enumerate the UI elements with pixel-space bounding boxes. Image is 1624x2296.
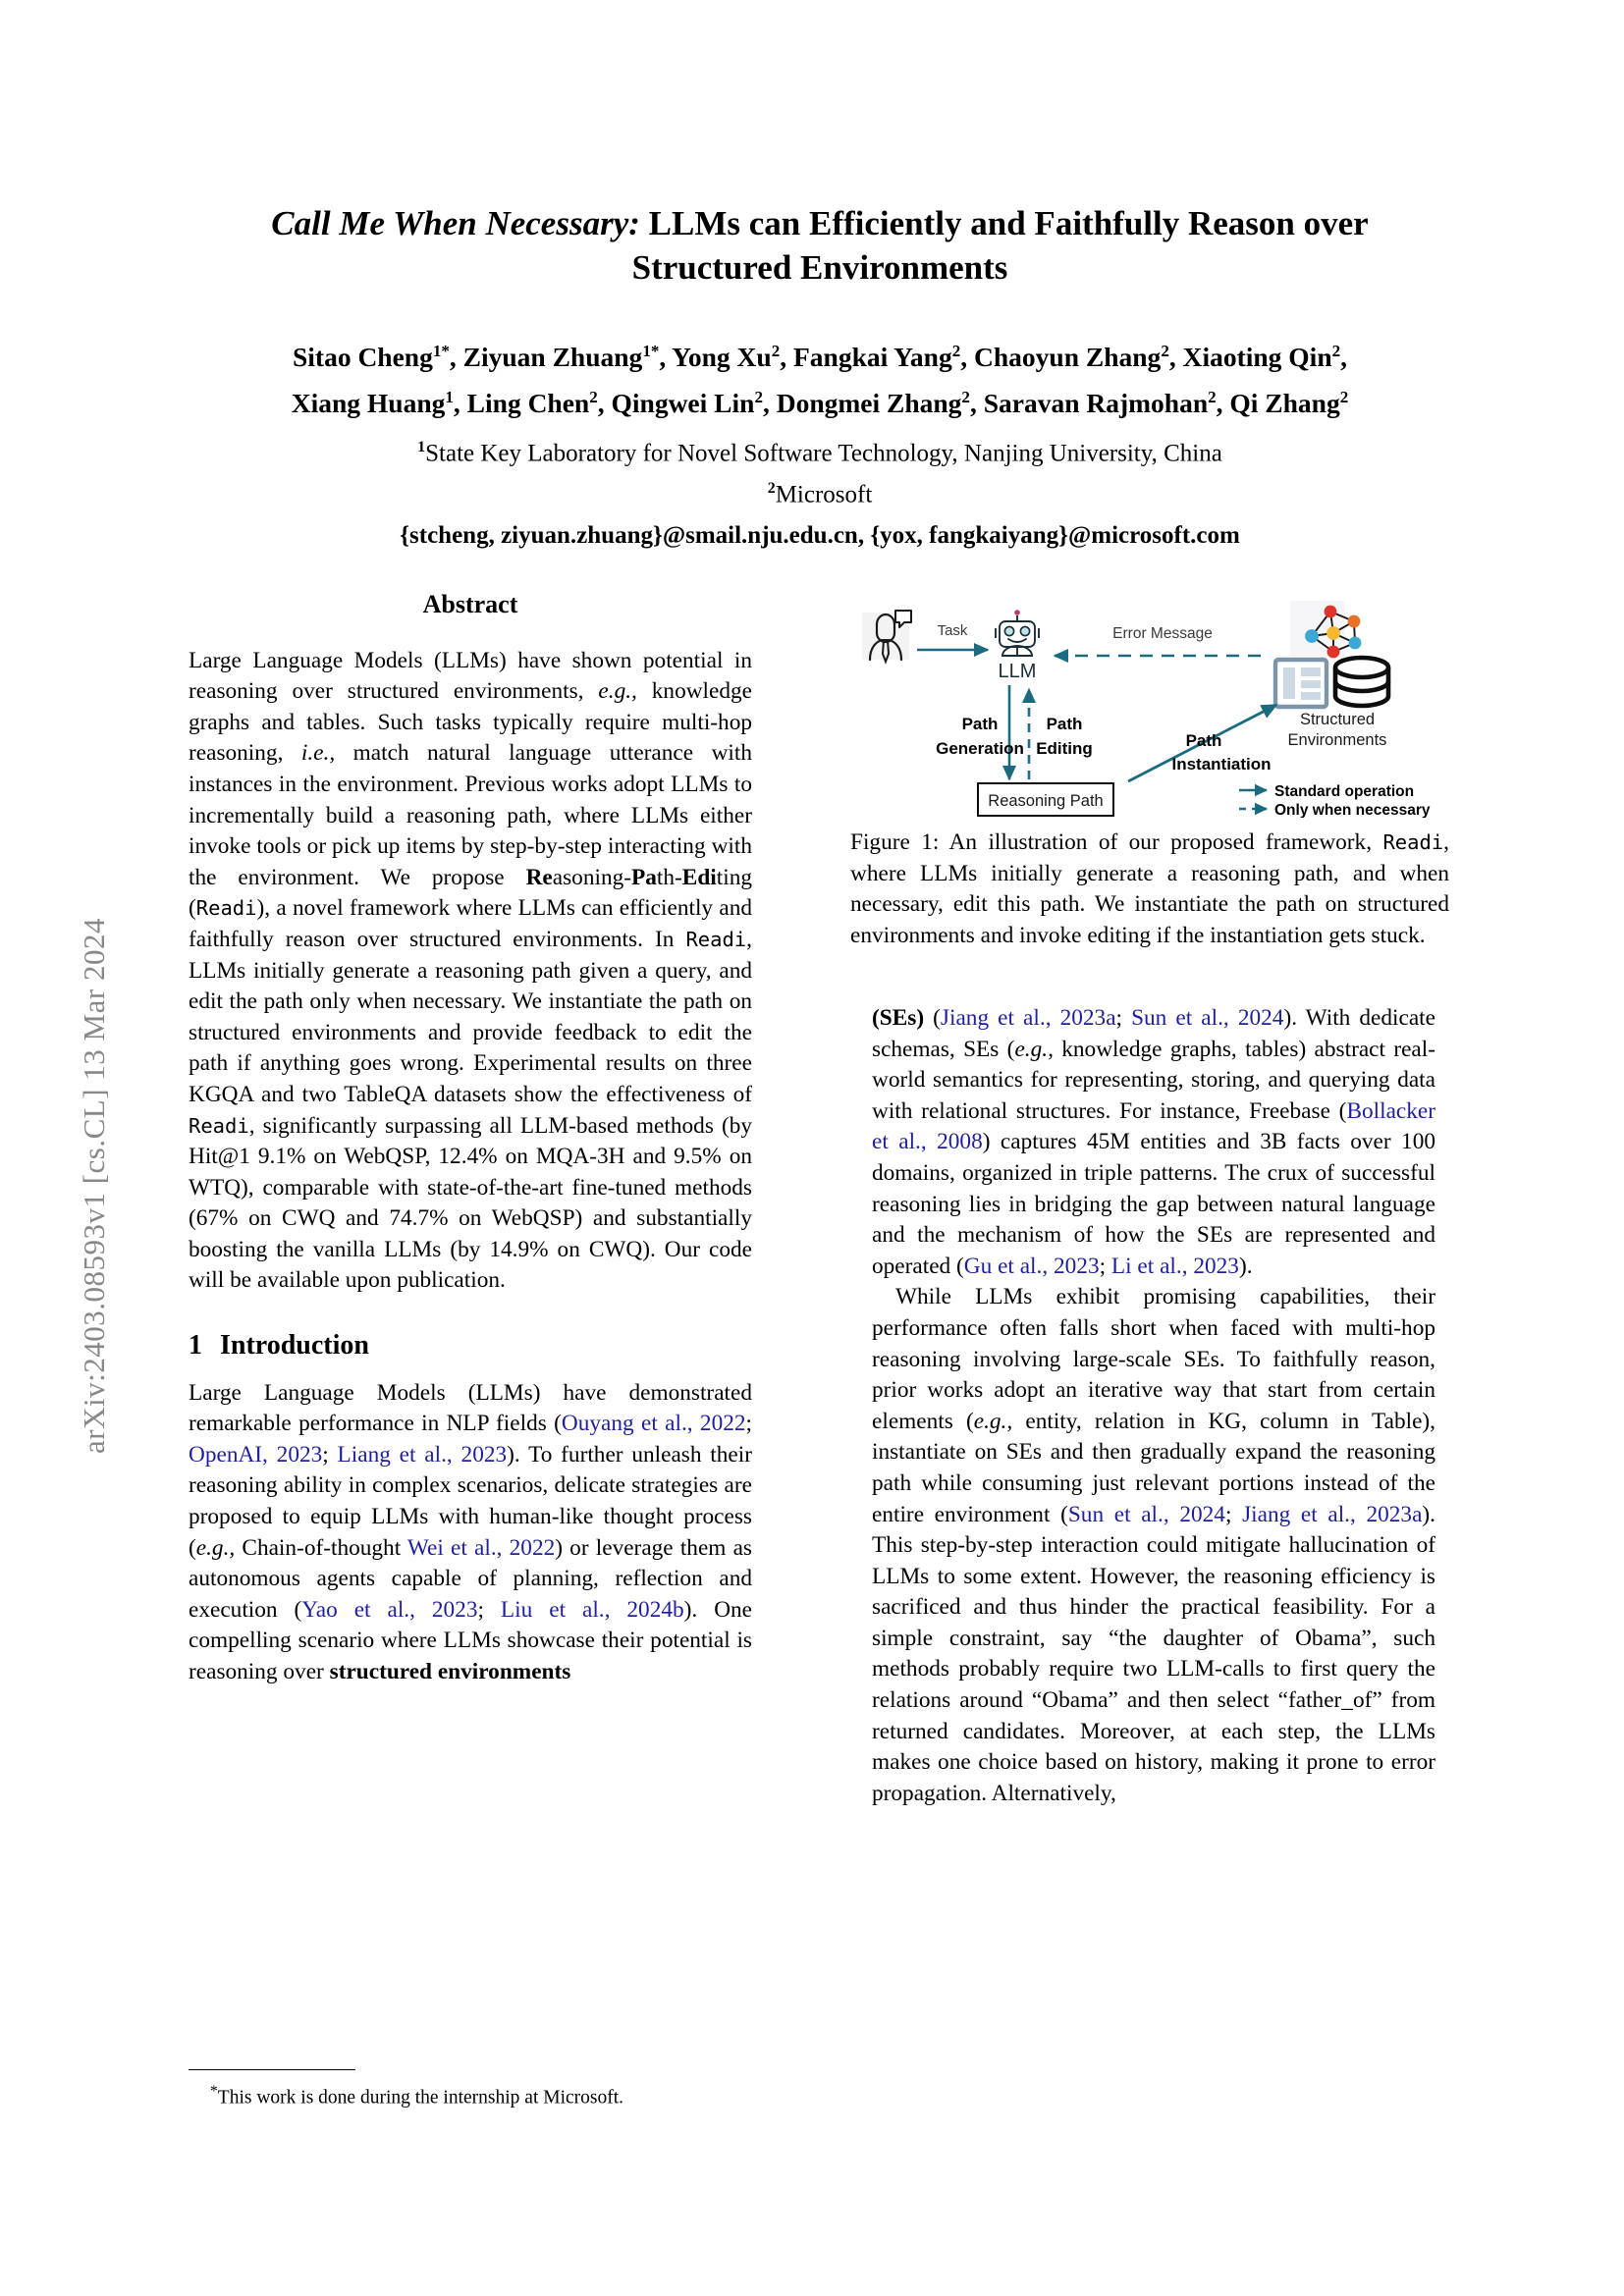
error-message-label: Error Message — [1112, 625, 1213, 642]
abstract-readi-3: Readi — [189, 1113, 249, 1138]
intro-sep-1: ; — [745, 1411, 753, 1437]
right-paragraph-2 — [872, 1282, 1435, 1809]
figure-caption-a: Figure 1: An illustration of our proposed framework, — [850, 829, 1383, 855]
footnote-rule — [189, 2069, 355, 2070]
citation-sun-2024-b[interactable]: Sun et al., 2024 — [1067, 1501, 1225, 1527]
author-list — [172, 331, 1468, 553]
footnote-marker: * — [210, 2083, 218, 2100]
structured-environments-icon — [1275, 601, 1388, 707]
llm-label: LLM — [998, 661, 1037, 682]
right-text-c: knowledge graphs, tables) abstract real-world semantics for representing, storing, and querying data with relational structures. For instance, Freebase ( — [872, 1036, 1435, 1124]
citation-sun-2024[interactable]: Sun et al., 2024 — [1131, 1005, 1284, 1031]
intro-text-i: ). One compelling scenario where LLMs showcase their potential is reasoning over — [189, 1596, 753, 1684]
abstract-text-d: asoning- — [552, 864, 631, 890]
abstract-text-b: knowledge graphs and tables. Such tasks typically require multi-hop reasoning, — [189, 678, 753, 767]
intro-eg: e.g., — [195, 1534, 236, 1561]
structured-env-label-line1: Structured — [1299, 711, 1376, 728]
abstract-text-e: th- — [656, 864, 682, 890]
llm-robot-icon — [996, 610, 1039, 656]
citation-liang-2023[interactable]: Liang et al., 2023 — [337, 1441, 508, 1468]
citation-wei-2022[interactable]: Wei et al., 2022 — [406, 1534, 556, 1561]
intro-sep-2: ; — [322, 1441, 338, 1468]
abstract-bold-re: Re — [525, 864, 553, 890]
affiliation-1-text: State Key Laboratory for Novel Software Technology, Nanjing University, China — [425, 440, 1222, 467]
structured-env-label-line2: Environments — [1287, 731, 1387, 749]
abstract-paragraph — [189, 646, 752, 1297]
citation-bollacker-2008[interactable]: Bollacker et al., 2008 — [872, 1097, 1435, 1155]
user-icon — [862, 611, 911, 662]
intro-text-e: ). To further unleash their reasoning ability in complex scenarios, delicate strategies are proposed to equip LLMs with human-like thought process ( — [189, 1441, 753, 1561]
footnote-text — [189, 2079, 752, 2111]
author-line-2: Xiang Huang$^1$, Ling Chen$^2$, Qingwei Lin$^2$, Dongmei Zhang$^2$, Saravan Rajmohan$^2$, Qi Zhang$^2$ — [291, 388, 1349, 419]
path-editing-label-line2: Editing — [1036, 739, 1093, 758]
introduction-paragraph-1 — [189, 1378, 752, 1688]
legend-standard-label: Standard operation — [1274, 783, 1415, 800]
title-italic-part: Call Me When Necessary: — [271, 204, 640, 242]
right2-eg: e.g., — [973, 1408, 1013, 1434]
intro-text-g: ) or leverage them as autonomous agents capable of planning, reflection and execution ( — [189, 1534, 752, 1623]
affiliation-1: $^1$State Key Laboratory for Novel Software Technology, Nanjing University, China — [417, 439, 1222, 467]
left-column — [189, 589, 752, 1688]
figure-legend — [1239, 783, 1431, 818]
right2-text-a: While LLMs exhibit promising capabilities, their performance often falls short when faced with multi-hop reasoning involving large-scale SEs. To faithfully reason, prior works adopt an iterative way that start from certain elements ( — [872, 1284, 1435, 1434]
abstract-text-f: ting ( — [189, 864, 752, 922]
citation-gu-2023[interactable]: Gu et al., 2023 — [963, 1253, 1100, 1279]
path-editing-label-line1: Path — [1046, 715, 1083, 733]
intro-bold-structured-environments: structured environments — [329, 1659, 571, 1684]
figure-1-canvas — [850, 587, 1449, 818]
path-generation-label-line2: Generation — [936, 739, 1024, 758]
right-eg: e.g., — [1014, 1036, 1054, 1062]
path-instantiation-label-line1: Path — [1185, 731, 1222, 750]
affiliation-2: $^2$Microsoft — [767, 479, 873, 507]
right-sep-2: ; — [1099, 1253, 1111, 1279]
abstract-eg-1: e.g., — [598, 678, 637, 705]
citation-liu-2024b[interactable]: Liu et al., 2024b — [500, 1596, 684, 1623]
abstract-ie: i.e., — [300, 740, 336, 767]
title-line2: Structured Environments — [631, 248, 1008, 287]
figure-caption-readi: Readi — [1382, 830, 1444, 854]
path-generation-label-line1: Path — [961, 715, 999, 733]
abstract-readi-1: Readi — [195, 896, 257, 921]
citation-jiang-2023a-b[interactable]: Jiang et al., 2023a — [1242, 1501, 1423, 1527]
reasoning-path-label: Reasoning Path — [988, 792, 1104, 810]
database-icon — [1335, 658, 1388, 706]
citation-openai-2023[interactable]: OpenAI, 2023 — [189, 1441, 323, 1468]
figure-1-caption — [850, 828, 1449, 951]
title-block — [172, 201, 1468, 553]
citation-yao-2023[interactable]: Yao et al., 2023 — [301, 1596, 478, 1623]
intro-text-a: Large Language Models (LLMs) have demonstrated remarkable performance in NLP fields ( — [189, 1379, 752, 1437]
figure-1 — [850, 587, 1449, 951]
abstract-bold-pa: Pa — [631, 864, 657, 890]
section-heading-introduction — [189, 1330, 752, 1362]
citation-jiang-2023a[interactable]: Jiang et al., 2023a — [940, 1005, 1116, 1031]
right2-sep: ; — [1224, 1501, 1243, 1527]
author-line-1: Sitao Cheng$^{1*}$, Ziyuan Zhuang$^{1*}$, Yong Xu$^2$, Fangkai Yang$^2$, Chaoyun Zhang$^2$, Xiaoting Qin$^2$, — [292, 342, 1348, 373]
abstract-heading: Abstract — [422, 590, 518, 618]
right-text-f: ). — [1238, 1253, 1253, 1279]
author-emails: {stcheng, ziyuan.zhuang}@smail.nju.edu.cn, {yox, fangkaiyang}@microsoft.com — [400, 521, 1240, 549]
footnote-body: This work is done during the internship at Microsoft. — [217, 2087, 624, 2109]
abstract-text-i: , significantly surpassing all LLM-based methods (by Hit@1 9.1% on WebQSP, 12.4% on MQA-3H and 9.5% on WTQ), comparable with state-of-the-art fine-tuned methods (67% on CWQ and 74.7% on WebQSP) and substantially boosting the vanilla LLMs (by 14.9% on CWQ). Our code will be available upon publication. — [189, 1112, 752, 1294]
right2-text-b: entity, relation in KG, column in Table), instantiate on SEs and then gradually expand the reasoning path while consuming just relevant portions instead of the entire environment ( — [872, 1408, 1436, 1527]
affiliation-2-text: Microsoft — [775, 480, 873, 507]
ses-bold: (SEs) — [872, 1005, 925, 1031]
section-number: 1 — [189, 1330, 202, 1362]
right2-text-c: ). This step-by-step interaction could mitigate hallucination of LLMs to some extent. However, the reasoning efficiency is sacrificed and thus hinder the practical feasibility. For a simple constraint, say “the daughter of Obama”, such methods probably require two LLM-calls to first query the relations around “Obama” and then select “father_of” from returned candidates. Moreover, at each step, the LLMs makes one choice based on history, making it prone to error propagation. Alternatively, — [872, 1501, 1435, 1806]
arxiv-stamp: arXiv:2403.08593v1 [cs.CL] 13 Mar 2024 — [77, 918, 111, 1454]
abstract-text-g: ), a novel framework where LLMs can efficiently and faithfully reason over structured environments. In — [189, 895, 752, 952]
citation-li-2023[interactable]: Li et al., 2023 — [1110, 1253, 1239, 1279]
path-instantiation-label-line2: Instantiation — [1171, 755, 1272, 774]
right-sep-1: ; — [1115, 1005, 1132, 1031]
title-rest-line1: LLMs can Efficiently and Faithfully Reason over — [639, 204, 1369, 242]
intro-sep-3: ; — [477, 1596, 501, 1623]
page-title — [172, 201, 1468, 290]
citation-ouyang-2022[interactable]: Ouyang et al., 2022 — [561, 1411, 746, 1437]
right-column — [872, 1003, 1435, 1809]
right-text-b: ). With dedicate schemas, SEs ( — [872, 1005, 1435, 1062]
abstract-text-c: match natural language utterance with instances in the environment. Previous works adopt LLMs to incrementally build a reasoning path, where LLMs either invoke tools or pick up items by step-by-step interacting with the environment. We propose — [189, 740, 752, 890]
legend-necessary-label: Only when necessary — [1274, 802, 1431, 818]
abstract-readi-2: Readi — [685, 927, 747, 951]
abstract-text-h: , LLMs initially generate a reasoning path given a query, and edit the path only when necessary. We instantiate the path on structured environments and provide feedback to edit the path if anything goes wrong. Experimental results on three KGQA and two TableQA datasets show the effectiveness of — [189, 926, 752, 1107]
intro-text-f: Chain-of-thought — [235, 1534, 407, 1561]
right-text-d: ) captures 45M entities and 3B facts over 100 domains, organized in triple patterns. The crux of successful reasoning lies in bridging the gap between natural language and the mechanism of how the SEs are represented and operated ( — [872, 1129, 1435, 1279]
abstract-text-a: Large Language Models (LLMs) have shown potential in reasoning over structured environments, — [189, 647, 752, 705]
abstract-bold-edi: Edi — [681, 864, 717, 890]
right-open-paren: ( — [924, 1005, 941, 1031]
figure-caption-b: , where LLMs initially generate a reasoning path, and when necessary, edit this path. We instantiate the path on structured environments and invoke editing if the instantiation gets stuck. — [850, 829, 1449, 948]
task-label: Task — [937, 622, 968, 639]
right-paragraph-1 — [872, 1003, 1435, 1282]
footnote — [189, 2069, 752, 2111]
section-title: Introduction — [220, 1330, 369, 1362]
table-icon — [1275, 660, 1326, 707]
